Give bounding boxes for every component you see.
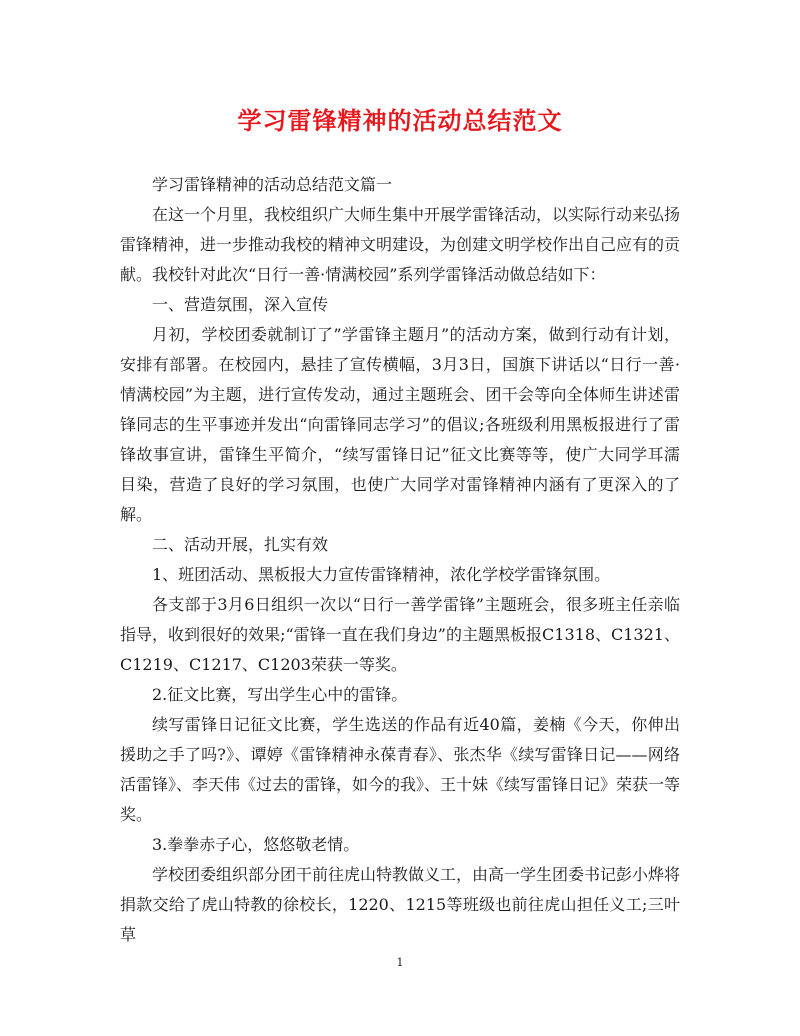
page-number: 1 [396,956,404,969]
paragraph-heading: 学习雷锋精神的活动总结范文篇一 [152,175,393,194]
section-heading-2: 二、活动开展，扎实有效 [152,535,329,554]
paragraph-class-activity: 各支部于3月6日组织一次以“日行一善学雷锋”主题班会，很多班主任亲临指导，收到很好的效果;“雷锋一直在我们身边”的主题黑板报C1318、C1321、C1219、C1217、C1203荣获一等奖。 [120,595,680,674]
subheading-3: 3.拳拳赤子心，悠悠敬老情。 [152,835,360,854]
paragraph-section-1: 月初，学校团委就制订了”学雷锋主题月”的活动方案，做到行动有计划，安排有部署。在校园内，悬挂了宣传横幅，3月3日，国旗下讲话以“日行一善·情满校园”为主题，进行宣传发动，通过主题班会、团干会等向全体师生讲述雷锋同志的生平事迹并发出“向雷锋同志学习”的倡议;各班级利用黑板报进行了雷锋故事宣讲，雷锋生平简介，“续写雷锋日记”征文比赛等等，使广大同学耳濡目染，营造了良好的学习氛围，也使广大同学对雷锋精神内涵有了更深入的了解。 [120,325,680,524]
paragraph-essay-contest: 续写雷锋日记征文比赛，学生选送的作品有近40篇，姜楠《今天，你伸出援助之手了吗?》、谭婷《雷锋精神永葆青春》、张杰华《续写雷锋日记——网络活雷锋》、李天伟《过去的雷锋，如今的我》、王十妹《续写雷锋日记》荣获一等奖。 [120,715,681,824]
subheading-1: 1、班团活动、黑板报大力宣传雷锋精神，浓化学校学雷锋氛围。 [152,565,611,584]
document-title: 学习雷锋精神的活动总结范文 [237,106,563,135]
section-heading-1: 一、营造氛围，深入宣传 [152,295,329,314]
paragraph-intro: 在这一个月里，我校组织广大师生集中开展学雷锋活动，以实际行动来弘扬雷锋精神，进一步推动我校的精神文明建设，为创建文明学校作出自己应有的贡献。我校针对此次“日行一善·情满校园”系列学雷锋活动做总结如下： [120,205,681,284]
subheading-2: 2.征文比赛，写出学生心中的雷锋。 [152,685,408,704]
paragraph-volunteer: 学校团委组织部分团干前往虎山特教做义工，由高一学生团委书记彭小烨将捐款交给了虎山特教的徐校长，1220、1215等班级也前往虎山担任义工;三叶草 [120,865,681,944]
document-body [120,170,680,950]
